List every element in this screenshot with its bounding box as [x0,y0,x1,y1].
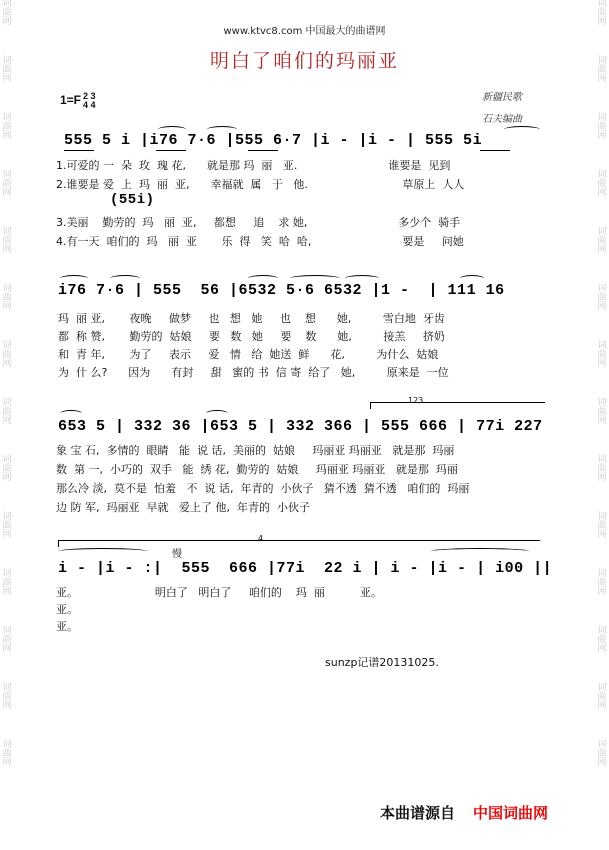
watermark-char: 网 [597,644,607,654]
watermark-char: 曲 [2,521,12,531]
watermark-char: 网 [597,302,607,312]
watermark-char: 曲 [597,122,607,132]
watermark-char: 曲 [597,293,607,303]
song-title: 明白了咱们的玛丽亚 [209,50,399,72]
watermark-char: 词 [2,113,12,123]
watermark-char: 网 [597,359,607,369]
slur [345,275,379,282]
slur [60,275,88,282]
watermark-char: 网 [2,701,12,711]
time-top: 2 3 [83,91,96,101]
credit-arranger: 石夫编曲 [482,114,522,125]
slur [248,275,278,282]
watermark-char: 曲 [2,179,12,189]
time-signature [83,92,96,110]
credit-origin: 新疆民歌 [482,92,522,103]
watermark-char: 词 [2,0,12,9]
watermark-char: 曲 [2,578,12,588]
watermark-char: 词 [597,341,607,351]
watermark-char: 词 [2,455,12,465]
watermark-char: 词 [2,683,12,693]
watermark-char: 词 [597,740,607,750]
watermark-char: 网 [2,473,12,483]
notation-line-1: 555 5 i |i76 7·6 |555 6·7 |i - |i - | 555 5i [64,132,483,149]
watermark-char: 词 [2,227,12,237]
watermark-char: 网 [597,758,607,768]
lyric-verse-1: 1.可爱的 一 朵 玫 瑰 花, 就是那 玛 丽 亚. 谁要是 见到 [56,159,451,172]
watermark-char: 曲 [2,464,12,474]
watermark-char: 词 [597,113,607,123]
watermark-char: 词 [2,170,12,180]
watermark-char: 词 [597,455,607,465]
pickup-notes: (55i) [110,192,155,208]
lyric-verse-3: 和 青 年, 为了 表示 爱 情 给 她送 鲜 花, 为什么 姑娘 [58,348,439,361]
watermark-char: 网 [2,188,12,198]
lyric-verse-2: 2.谁要是 爱 上 玛 丽 亚, 幸福就 属 于 他. 草原上 人人 [56,178,465,191]
watermark-char: 曲 [597,65,607,75]
site-url[interactable]: www.ktvc8.com 中国最大的曲谱网 [223,26,386,37]
watermark-char: 曲 [597,350,607,360]
watermark-char: 曲 [597,749,607,759]
underline [64,150,94,151]
lyric-verse-3: 那么冷 淡, 莫不是 怕羞 不 说 话, 年青的 小伙子 猜不透 猜不透 咱们的 玛丽 [56,482,470,495]
watermark-char: 词 [597,170,607,180]
watermark-char: 词 [2,398,12,408]
source-label: 本曲谱源自 [380,804,456,822]
watermark-char: 网 [2,758,12,768]
watermark-char: 网 [597,74,607,84]
watermark-char: 网 [2,17,12,27]
watermark-char: 词 [2,569,12,579]
watermark-char: 词 [597,512,607,522]
watermark-char: 曲 [597,635,607,645]
watermark-char: 网 [597,131,607,141]
watermark-char: 曲 [2,65,12,75]
slur [206,410,228,417]
underline [156,150,186,151]
watermark-char: 词 [2,740,12,750]
slur [60,410,82,417]
watermark-char: 曲 [597,578,607,588]
slur [430,548,530,555]
watermark-char: 网 [2,530,12,540]
key-label: 1=F [60,93,82,108]
watermark-char: 曲 [597,407,607,417]
watermark-char: 网 [597,473,607,483]
slur [290,275,340,282]
watermark-char: 曲 [2,8,12,18]
watermark-char: 曲 [597,692,607,702]
watermark-char: 词 [2,284,12,294]
notation-line-2: i76 7·6 | 555 56 |6532 5·6 6532 |1 - | 111 16 [58,282,515,299]
watermark-char: 网 [597,701,607,711]
lyric-verse-4: 为 什 么? 因为 有封 甜 蜜的 书 信 寄 给了 她, 原来是 一位 [58,366,449,379]
watermark-char: 曲 [2,692,12,702]
watermark-char: 网 [597,17,607,27]
watermark-char: 词 [2,626,12,636]
slur [460,275,484,282]
watermark-char: 词 [597,683,607,693]
lyric-verse-3: 亚。 [56,620,78,633]
watermark-char: 词 [597,569,607,579]
watermark-char: 曲 [2,122,12,132]
lyric-verse-2: 都 称 赞, 勤劳的 姑娘 要 数 她 要 数 她, 接羔 挤奶 [58,330,445,343]
watermark-char: 曲 [2,236,12,246]
lyric-verse-2: 数 第 一, 小巧的 双手 能 绣 花, 勤劳的 姑娘 玛丽亚 玛丽亚 就是那 玛丽 [56,463,458,476]
watermark-char: 曲 [597,236,607,246]
watermark-char: 网 [2,245,12,255]
watermark-char: 词 [597,626,607,636]
source-line [380,802,548,823]
watermark-char: 词 [2,512,12,522]
watermark-char: 网 [2,416,12,426]
tempo-marking: 慢 [172,549,182,560]
lyric-verse-1: 玛 丽 亚, 夜晚 做梦 也 想 她 也 想 她, 雪白地 牙齿 [58,312,445,325]
watermark-char: 网 [597,416,607,426]
time-bottom: 4 4 [83,100,96,110]
notation-line-3: 653 5 | 332 36 |653 5 | 332 366 | 555 666 | 77i 227 [58,418,543,435]
watermark-char: 词 [597,0,607,9]
lyric-verse-4: 4.有一天 咱们的 玛 丽 亚 乐 得 笑 哈 哈, 要是 问她 [56,235,464,248]
key-signature [60,92,96,110]
watermark-left [0,0,14,850]
watermark-char: 词 [2,341,12,351]
slur [110,275,140,282]
watermark-char: 曲 [597,521,607,531]
watermark-char: 网 [2,302,12,312]
volta-label: 4 [258,534,264,543]
lyric-verse-1: 象 宝 石, 多情的 眼睛 能 说 话, 美丽的 姑娘 玛丽亚 玛丽亚 就是那 玛丽 [56,444,455,457]
watermark-char: 词 [2,56,12,66]
source-site-link[interactable]: 中国词曲网 [473,804,549,822]
watermark-char: 曲 [2,635,12,645]
watermark-char: 曲 [2,293,12,303]
watermark-char: 网 [2,74,12,84]
watermark-char: 词 [597,227,607,237]
watermark-char: 曲 [597,179,607,189]
notation-line-4: i - |i - :| 555 666 |77i 22 i | i - |i - | i00 || [58,560,553,577]
watermark-char: 网 [597,587,607,597]
volta-bracket [58,540,540,541]
watermark-char: 网 [597,245,607,255]
watermark-char: 网 [597,530,607,540]
watermark-char: 网 [2,359,12,369]
watermark-char: 词 [597,398,607,408]
watermark-char: 曲 [2,749,12,759]
watermark-char: 网 [2,131,12,141]
watermark-right [595,0,609,850]
slur [58,548,148,555]
watermark-char: 网 [597,188,607,198]
watermark-char: 曲 [597,464,607,474]
underline [480,150,510,151]
volta-bracket [370,402,545,403]
volta-label: 123 [408,396,424,405]
slur [504,126,540,133]
lyric-verse-4: 边 防 军, 玛丽亚 早就 爱上了 他, 年青的 小伙子 [56,501,310,514]
watermark-char: 曲 [2,350,12,360]
lyric-verse-1: 亚。 明白了 明白了 咱们的 玛 丽 亚。 [56,586,382,599]
watermark-char: 词 [597,284,607,294]
watermark-char: 网 [2,587,12,597]
watermark-char: 网 [2,644,12,654]
underline [248,150,278,151]
lyric-verse-2: 亚。 [56,603,78,616]
transcriber-note: sunzp记谱20131025. [325,656,439,669]
lyric-verse-3: 3.美丽 勤劳的 玛 丽 亚, 都想 追 求 她, 多少个 骑手 [56,216,461,229]
watermark-char: 曲 [2,407,12,417]
watermark-char: 曲 [597,8,607,18]
watermark-char: 词 [597,56,607,66]
